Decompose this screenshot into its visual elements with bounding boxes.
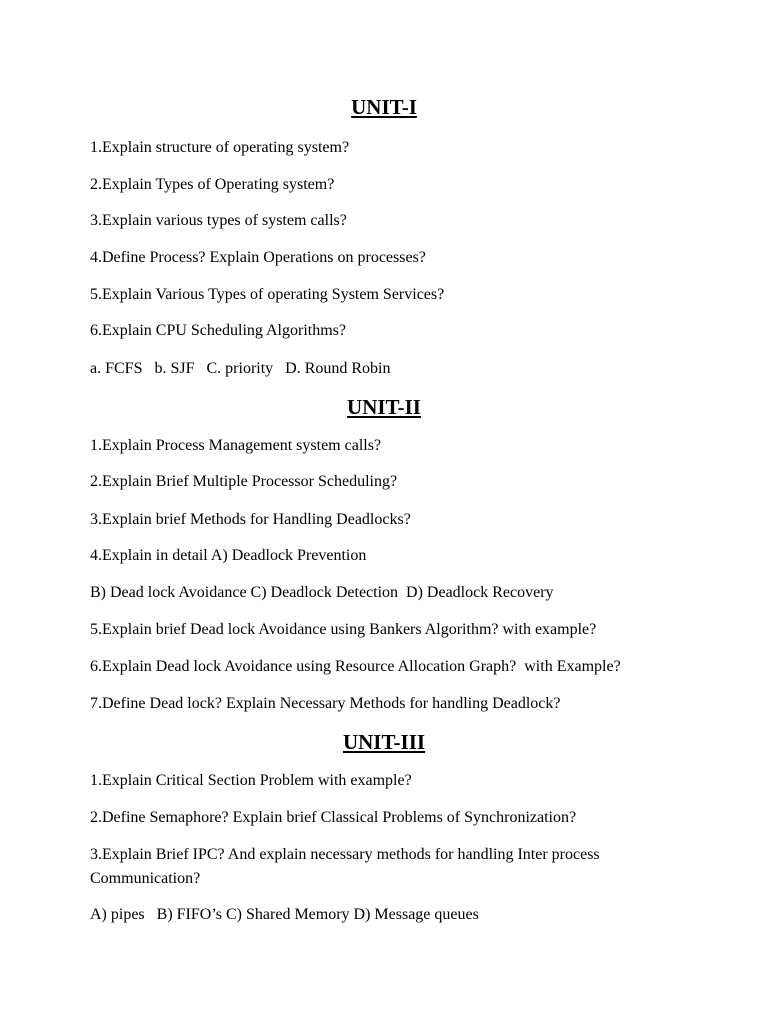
unit-3-question-1: 1.Explain Critical Section Problem with example? bbox=[90, 772, 412, 789]
unit-1-question-3: 3.Explain various types of system calls? bbox=[90, 212, 347, 229]
unit-2-question-5: 5.Explain brief Dead lock Avoidance using Bankers Algorithm? with example? bbox=[90, 621, 597, 638]
unit-2-question-4-options: B) Dead lock Avoidance C) Deadlock Detection D) Deadlock Recovery bbox=[90, 584, 554, 601]
unit-2-question-7: 7.Define Dead lock? Explain Necessary Methods for handling Deadlock? bbox=[90, 695, 561, 712]
unit-2-question-6: 6.Explain Dead lock Avoidance using Resource Allocation Graph? with Example? bbox=[90, 658, 621, 675]
unit-1-question-6: 6.Explain CPU Scheduling Algorithms? bbox=[90, 322, 346, 339]
unit-2-heading: UNIT-II bbox=[347, 395, 421, 419]
unit-1-question-4: 4.Define Process? Explain Operations on processes? bbox=[90, 249, 426, 266]
unit-2-question-2: 2.Explain Brief Multiple Processor Scheduling? bbox=[90, 473, 398, 490]
unit-2-question-1: 1.Explain Process Management system calls? bbox=[90, 437, 382, 454]
unit-3-heading: UNIT-III bbox=[342, 730, 426, 754]
unit-3-question-2: 2.Define Semaphore? Explain brief Classical Problems of Synchronization? bbox=[90, 809, 577, 826]
unit-2-question-4: 4.Explain in detail A) Deadlock Prevention bbox=[90, 547, 367, 564]
unit-1-question-5: 5.Explain Various Types of operating System Services? bbox=[90, 286, 445, 303]
unit-2-question-3: 3.Explain brief Methods for Handling Deadlocks? bbox=[90, 511, 411, 528]
unit-3-question-3-options: A) pipes B) FIFO’s C) Shared Memory D) Message queues bbox=[90, 906, 479, 923]
unit-3-question-3: 3.Explain Brief IPC? And explain necessary methods for handling Inter process Communication? bbox=[90, 846, 604, 887]
unit-1-question-1: 1.Explain structure of operating system? bbox=[90, 139, 350, 156]
unit-1-heading: UNIT-I bbox=[351, 95, 417, 119]
unit-1-question-2: 2.Explain Types of Operating system? bbox=[90, 176, 335, 193]
unit-1-question-6-options: a. FCFS b. SJF C. priority D. Round Robin bbox=[90, 360, 391, 377]
